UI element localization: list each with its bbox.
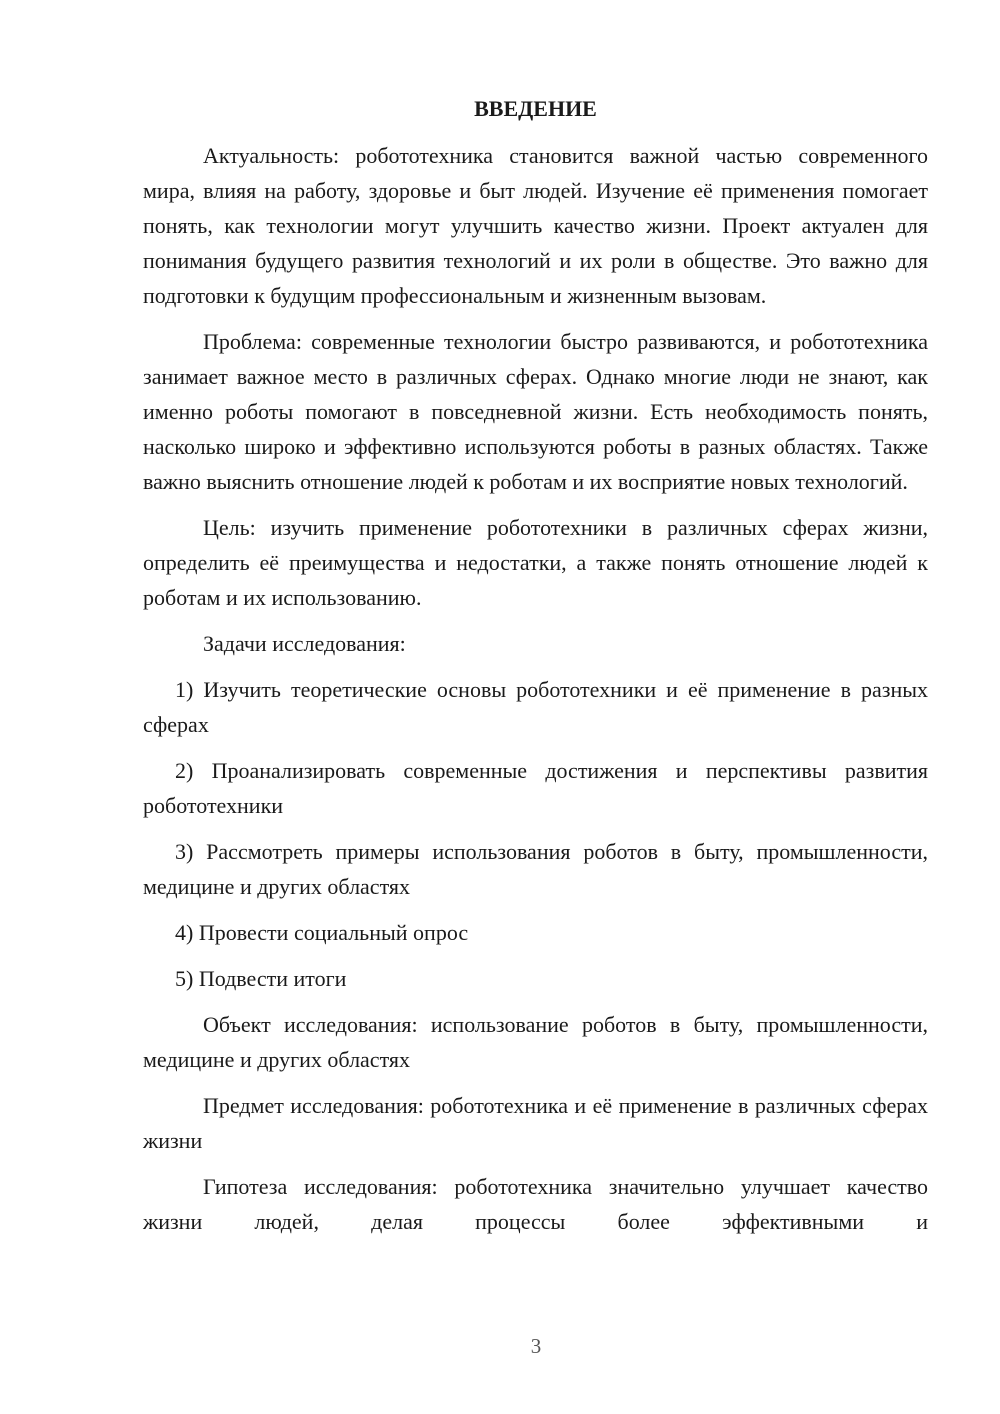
paragraph-relevance: Актуальность: робототехника становится важной частью современного мира, влияя на работу, здоровье и быт людей. Изучение её применения помогает понять, как технологии могут улучшить качество жизни. Проект актуален для понимания будущего развития технологий и их роли в обществе. Это важно для подготовки к будущим профессиональным и жизненным вызовам. bbox=[143, 143, 928, 308]
paragraph-tasks-intro: Задачи исследования: bbox=[203, 631, 406, 656]
task-item-2: 2) Проанализировать современные достижения и перспективы развития робототехники bbox=[143, 758, 928, 818]
task-item-1: 1) Изучить теоретические основы робототехники и её применение в разных сферах bbox=[143, 677, 928, 737]
paragraph-subject: Предмет исследования: робототехника и её применение в различных сферах жизни bbox=[143, 1093, 928, 1153]
page-content bbox=[143, 94, 928, 1250]
paragraph-hypothesis: Гипотеза исследования: робототехника значительно улучшает качество жизни людей, делая процессы более эффективными и bbox=[143, 1174, 928, 1234]
page-number: 3 bbox=[530, 1334, 542, 1358]
paragraph-problem: Проблема: современные технологии быстро развиваются, и робототехника занимает важное место в различных сферах. Однако многие люди не знают, как именно роботы помогают в повседневной жизни. Есть необходимость понять, насколько широко и эффективно используются роботы в разных областях. Также важно выяснить отношение людей к роботам и их восприятие новых технологий. bbox=[143, 329, 928, 494]
section-heading: ВВЕДЕНИЕ bbox=[474, 96, 597, 121]
paragraph-object: Объект исследования: использование роботов в быту, промышленности, медицине и других областях bbox=[143, 1012, 928, 1072]
paragraph-goal: Цель: изучить применение робототехники в различных сферах жизни, определить её преимущества и недостатки, а также понять отношение людей к роботам и их использованию. bbox=[143, 515, 928, 610]
task-item-3: 3) Рассмотреть примеры использования роботов в быту, промышленности, медицине и других областях bbox=[143, 839, 928, 899]
task-item-5: 5) Подвести итоги bbox=[175, 966, 347, 991]
task-item-4: 4) Провести социальный опрос bbox=[175, 920, 469, 945]
